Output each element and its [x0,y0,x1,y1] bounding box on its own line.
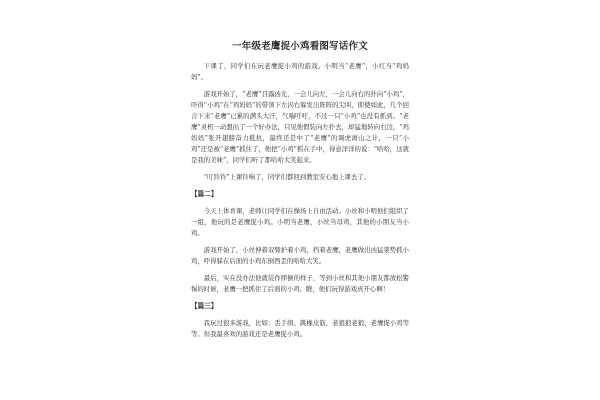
section-heading-3: 【篇三】 [191,302,218,310]
paragraph: 游戏开始了，“老鹰”目露凶光，一会儿向左，一会儿向右的扑向“小鸡”，吓得“小鸡”在“鸡妈妈”的带领下左闪右躲发出阵阵的尖叫，即使如此，几个回合下来“老鹰”已累的满头大汗，气喘吁吁，不过一只“小鸡”也没有抓到。“老鹰”灵机一动想出了一个好办法，只见他假装向左扑去，却猛地转向右边，“鸡妈妈”张开翅膀奋力抵抗，最终还是中了“老鹰”的调虎离山之计，一只“小鸡”还是被“老鹰”抓住了，他把“小鸡”抓在手中，得意洋洋的说：“哈哈，这就是我的美味”，同学们听了都哈哈大笑起来。 [191,90,409,164]
paragraph: 下课了，同学们在玩老鹰捉小鸡的游戏。小明当“老鹰”，小红当“鸡妈妈”。 [191,62,409,81]
paragraph: 游戏开始了，小丝伸着双臂护着小鸡，挡着老鹰，老鹰做出凶猛架势抓小鸡，吓得躲在后面的小鸡东倒西歪的哈哈大笑。 [191,246,409,265]
article-title: 一年级老鹰捉小鸡看图写话作文 [232,41,368,52]
paragraph: “叮铃铃”上课铃响了，同学们都回到教室安心地上课去了。 [203,173,371,181]
article-body [191,38,409,346]
section-heading-2: 【篇二】 [191,190,218,198]
paragraph: 今天上体育课，老师让同学们在操场上自由活动。小丝和小明他们组织了一组，他玩的是老鹰捉小鸡。小明当老鹰，小丝当母鸡，其他的小朋友当小鸡。 [191,207,409,237]
paragraph: 最后，实在没办法他就装作摔倒的样子，等到小丝和其他小朋友都放松警惕的时候，老鹰一把抓住了后面的小鸡。瞧，他们玩得游戏真开心啊！ [191,274,409,293]
paragraph: 我玩过很多游戏，比如：丢手绢、跳橡皮筋、老狼狼老狼、老鹰捉小鸡等等。但我最喜欢的游戏还是老鹰捉小鸡。 [191,319,409,338]
